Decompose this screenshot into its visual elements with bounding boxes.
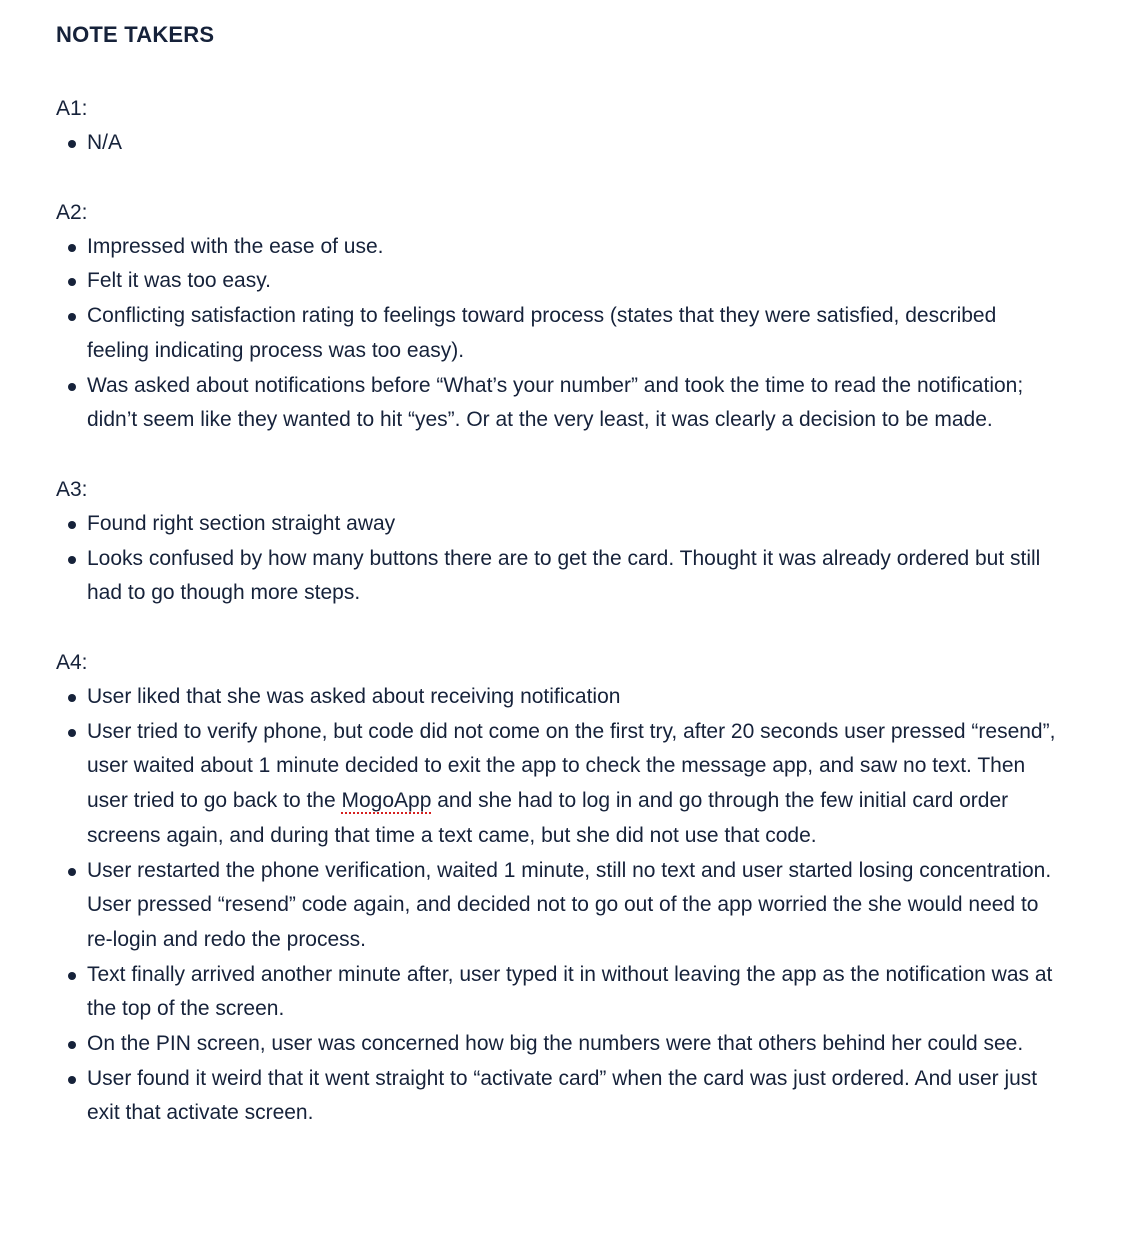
list-item-text: On the PIN screen, user was concerned how big the numbers were that others behind her could see. xyxy=(87,1032,1024,1056)
list-item xyxy=(56,680,1056,715)
list-item-text: Was asked about notifications before “What’s your number” and took the time to read the notification; didn’t seem like they wanted to hit “yes”. Or at the very least, it was clearly a decision to be made. xyxy=(87,373,1024,432)
section-a1 xyxy=(56,92,1056,161)
bullet-icon xyxy=(68,521,76,529)
bullet-icon xyxy=(68,383,76,391)
list-item-text-after: and she had to log in and go through the few initial card order screens again, and during that time a text came, but she did not use that code. xyxy=(87,789,1009,847)
section-heading: A1: xyxy=(56,97,88,120)
bullet-icon xyxy=(68,313,76,321)
list-item-text: Looks confused by how many buttons there are to get the card. Thought it was already ordered but still had to go though more steps. xyxy=(87,546,1041,605)
section-heading: A3: xyxy=(56,477,88,501)
list-item-text: Conflicting satisfaction rating to feelings toward process (states that they were satisfied, described feeling indicating process was too easy). xyxy=(87,304,997,362)
bullet-icon xyxy=(68,729,76,737)
bullet-icon xyxy=(68,278,76,286)
document-title: NOTE TAKERS xyxy=(56,22,215,47)
bullet-icon xyxy=(68,244,76,252)
list-item-text: N/A xyxy=(87,131,123,154)
list-item-text: Impressed with the ease of use. xyxy=(87,234,384,258)
list-item-text: User found it weird that it went straight to “activate card” when the card was just ordered. And user just exit that activate screen. xyxy=(87,1066,1038,1125)
list-item-text: Found right section straight away xyxy=(87,511,396,535)
section-a2 xyxy=(56,196,1056,438)
bullet-list xyxy=(56,680,1056,1131)
bullet-icon xyxy=(68,868,76,876)
bullet-icon xyxy=(68,556,76,564)
section-heading: A2: xyxy=(56,200,88,224)
section-a4 xyxy=(56,646,1056,1131)
section-heading: A4: xyxy=(56,651,88,675)
list-item xyxy=(56,1027,1056,1062)
bullet-icon xyxy=(68,140,76,148)
bullet-list xyxy=(56,230,1056,438)
list-item-text: User liked that she was asked about receiving notification xyxy=(87,685,621,709)
list-item xyxy=(56,230,1056,265)
list-item-text-before: User tried to verify phone, but code did not come on the first try, after 20 seconds user pressed “resend”, user waited about 1 minute decided to exit the app to check the message app, and saw no text. Then user tried to go back to the xyxy=(87,719,1056,813)
section-a3 xyxy=(56,473,1056,611)
list-item xyxy=(56,507,1056,542)
bullet-icon xyxy=(68,1041,76,1049)
list-item xyxy=(56,299,1056,368)
list-item xyxy=(56,126,1056,161)
list-item xyxy=(56,264,1056,299)
bullet-list xyxy=(56,507,1056,611)
list-item-text: User restarted the phone verification, waited 1 minute, still no text and user started losing concentration. User pressed “resend” code again, and decided not to go out of the app worried the she would need to re-login and redo the process. xyxy=(87,858,1052,951)
bullet-icon xyxy=(68,972,76,980)
list-item xyxy=(56,369,1056,438)
list-item xyxy=(56,1062,1056,1131)
list-item-text: Text finally arrived another minute after, user typed it in without leaving the app as the notification was at the top of the screen. xyxy=(87,962,1053,1021)
list-item xyxy=(56,958,1056,1027)
spellcheck-flagged-word[interactable]: MogoApp xyxy=(341,789,432,813)
list-item xyxy=(56,854,1056,958)
list-item-text: Felt it was too easy. xyxy=(87,269,272,293)
list-item xyxy=(56,542,1056,611)
bullet-icon xyxy=(68,694,76,702)
bullet-list xyxy=(56,126,1056,161)
bullet-icon xyxy=(68,1076,76,1084)
list-item xyxy=(56,715,1056,854)
